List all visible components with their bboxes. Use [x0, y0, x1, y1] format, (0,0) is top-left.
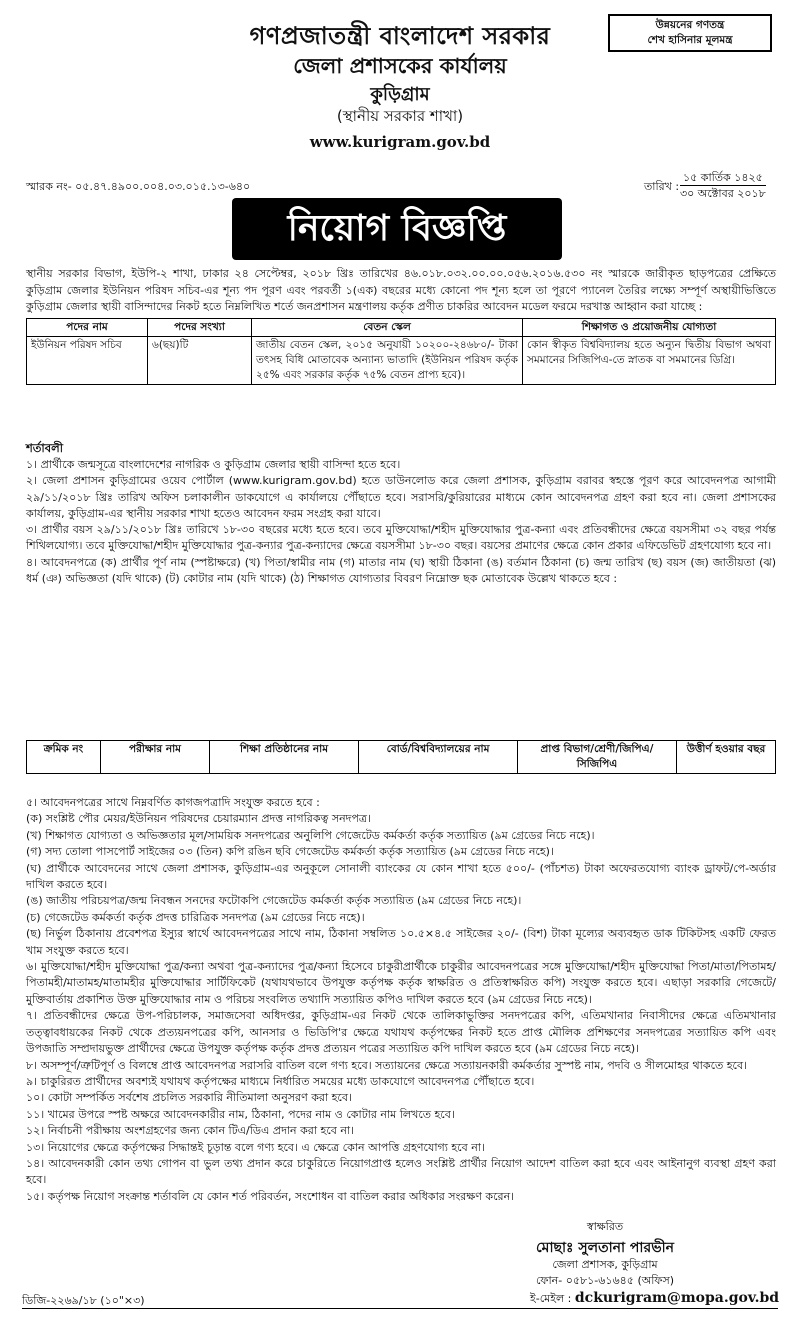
bottom-divider	[22, 1308, 778, 1309]
post-count: ৬(ছয়)টি	[148, 337, 252, 385]
government-title: গণপ্রজাতন্ত্রী বাংলাদেশ সরকার	[249, 22, 551, 50]
date-english: ৩০ অক্টোবর ২০১৮	[680, 187, 766, 200]
signatory-name: মোছাঃ সুলতানা পারভীন	[536, 1240, 674, 1256]
list-item: (চ) গেজেটেড কর্মকর্তা কর্তৃক প্রদত্ত চারিত্রিক সনদপত্র (৯ম গ্রেডের নিচে নহে)।	[26, 910, 365, 924]
date-bangla: ১৫ কার্তিক ১৪২৫	[680, 170, 766, 186]
post-header-count: পদের সংখ্যা	[148, 319, 252, 337]
list-item: ১২। নির্বাচনী পরীক্ষায় অংশগ্রহণের জন্য কোন টিএ/ডিএ প্রদান করা হবে না।	[26, 1124, 355, 1138]
list-item: ১৪। আবেদনকারী কোন তথ্য গোপন বা ভুল তথ্য প্রদান করে চাকুরিতে নিয়োগপ্রাপ্ত হলেও সংশ্লিষ্ট প্রার্থীর নিয়োগ আদেশ বাতিল করা হবে এবং আইনানুগ ব্যবস্থা গ্রহণ করা হবে।	[26, 1156, 776, 1187]
email-line	[530, 1290, 779, 1309]
list-item: ৩। প্রার্থীর বয়স ২৯/১১/২০১৮ খ্রিঃ তারিখে ১৮-৩০ বছরের মধ্যে হতে হবে। তবে মুক্তিযোদ্ধা/শহীদ মুক্তিযোদ্ধার পুত্র-কন্যা এবং প্রতিবন্ধীদের ক্ষেত্রে বয়সসীমা ৩২ বছর পর্যন্ত শিথিলযোগ্য। তবে মুক্তিযোদ্ধা/শহীদ মুক্তিযোদ্ধার পুত্র-কন্যার পুত্র-কন্যাদের ক্ষেত্রে বয়সসীমা ১৮-৩০ বছর। বয়সের প্রমাণের ক্ষেত্রে কোন প্রকার এফিডেভিট গ্রহণযোগ্য হবে না।	[26, 523, 776, 553]
list-item: ৮। অসম্পূর্ণ/ত্রুটিপূর্ণ ও বিলম্বে প্রাপ্ত আবেদনপত্র সরাসরি বাতিল বলে গণ্য হবে। সত্যায়নের ক্ষেত্রে সত্যায়নকারী কর্মকর্তার সুস্পষ্ট নাম, পদবি ও সীলমোহর থাকতে হবে।	[26, 1058, 747, 1072]
edu-header-year: উত্তীর্ণ হওয়ার বছর	[677, 741, 776, 774]
email-label: ই-মেইল :	[530, 1292, 572, 1305]
table-row	[27, 337, 776, 385]
edu-header-institution: শিক্ষা প্রতিষ্ঠানের নাম	[210, 741, 359, 774]
post-header-qualification: শিক্ষাগত ও প্রয়োজনীয় যোগ্যতা	[523, 319, 776, 337]
post-table-header	[27, 319, 776, 337]
list-item: ৫। আবেদনপত্রের সাথে নিম্নবর্ণিত কাগজপত্রাদি সংযুক্ত করতে হবে :	[26, 796, 320, 809]
intro-paragraph: স্থানীয় সরকার বিভাগ, ইউপি-২ শাখা, ঢাকার ২৪ সেপ্টেম্বর, ২০১৮ খ্রিঃ তারিখের ৪৬.০১৮.০৩২.০০.০০.০৫৬.২০১৬.৫৩০ নং স্মারকে জারীকৃত ছাড়পত্রের প্রেক্ষিতে কুড়িগ্রাম জেলার ইউনিয়ন পরিষদ সচিব-এর শূন্য পদ পূরণ এবং পরবর্তী ১(এক) বছরের মধ্যে কোনো পদ শূন্য হলে তা পূরণে প্যানেল তৈরির লক্ষ্যে সম্পূর্ণ অস্থায়ীভিত্তিতে কুড়িগ্রাম জেলার স্থায়ী বাসিন্দাদের নিকট হতে নিম্নলিখিত শর্তে জনপ্রশাসন মন্ত্রণালয় কর্তৃক প্রণীত চাকরির আবেদন মডেল ফরমে দরখাস্ত আহ্বান করা যাচ্ছে :	[26, 267, 776, 313]
education-table-header	[27, 741, 776, 774]
slogan-line-1: উন্নয়নের গণতন্ত্র	[655, 19, 725, 31]
list-item: ৬। মুক্তিযোদ্ধা/শহীদ মুক্তিযোদ্ধা পুত্র/কন্যা অথবা পুত্র-কন্যাদের পুত্র/কন্যা হিসেবে চাকুরীপ্রার্থীকে চাকুরীর আবেদনপত্রের সঙ্গে মুক্তিযোদ্ধা/শহীদ মুক্তিযোদ্ধা পিতা/মাতা/পিতামহ/পিতামহী/মাতামহ/মাতামহীর মুক্তিযোদ্ধার সার্টিফিকেট (যথাযথভাবে উপযুক্ত কর্তৃপক্ষ কর্তৃক স্বাক্ষরিত ও প্রতিস্বাক্ষরিত কপি) সংযুক্ত করতে হবে। এছাড়া সরকারি গেজেটে/মুক্তিবার্তায় প্রকাশিত উক্ত মুক্তিযোদ্ধার নাম ও পরিচয় সংবলিত তথ্যাদি সত্যায়িত কপিও দাখিল করতে হবে (৯ম গ্রেডের নিচে নহে)।	[26, 960, 776, 1006]
signed-label: স্বাক্ষরিত	[586, 1220, 624, 1233]
edu-header-board: বোর্ড/বিশ্ববিদ্যালয়ের নাম	[359, 741, 518, 774]
office-title: জেলা প্রশাসকের কার্যালয়	[293, 54, 507, 78]
post-name: ইউনিয়ন পরিষদ সচিব	[27, 337, 148, 385]
list-item: ৭। প্রতিবন্ধীদের ক্ষেত্রে উপ-পরিচালক, সমাজসেবা অধিদপ্তর, কুড়িগ্রাম-এর নিকট থেকে তালিকাভুক্তির সনদপত্রের কপি, এতিমখানার নিবাসীদের ক্ষেত্রে এতিমখানার তত্ত্বাবধায়কের নিকট থেকে প্রত্যয়নপত্রের কপি, আনসার ও ভিডিপি'র ক্ষেত্রে যথাযথ কর্তৃপক্ষের নিকট হতে প্রাপ্ত মৌলিক প্রশিক্ষণের সনদপত্রের সত্যায়িত কপি এবং উপজাতি সম্প্রদায়ভুক্ত প্রার্থীদের ক্ষেত্রে উপযুক্ত কর্তৃপক্ষ কর্তৃক প্রদত্ত প্রত্যয়ন পত্রের সত্যায়িত কপি দাখিল করতে হবে (৯ম গ্রেডের নিচে নহে)।	[26, 1009, 776, 1056]
list-item: ৯। চাকুরিরত প্রার্থীদের অবশ্যই যথাযথ কর্তৃপক্ষের মাধ্যমে নির্ধারিত সময়ের মধ্যে ডাকযোগে আবেদনপত্র পৌঁছাতে হবে।	[26, 1074, 535, 1088]
list-item: (ঙ) জাতীয় পরিচয়পত্র/জন্ম নিবন্ধন সনদের ফটোকপি গেজেটেড কর্মকর্তা কর্তৃক সত্যায়িত (৯ম গ্রেডের নিচে নহে)।	[26, 894, 522, 908]
list-item: ১। প্রার্থীকে জন্মসূত্রে বাংলাদেশের নাগরিক ও কুড়িগ্রাম জেলার স্থায়ী বাসিন্দা হতে হবে।	[26, 458, 401, 471]
memo-number: স্মারক নং- ০৫.৪৭.৪৯০০.০০৪.০৩.০১৫.১৩-৬৪০	[26, 180, 251, 193]
list-item: ১১। খামের উপরে স্পষ্ট অক্ষরে আবেদনকারীর নাম, ঠিকানা, পদের নাম ও কোটার নাম লিখতে হবে।	[26, 1107, 455, 1121]
post-scale: জাতীয় বেতন স্কেল, ২০১৫ অনুযায়ী ১০২০০-২৪৬৮০/- টাকা তৎসহ বিধি মোতাবেক অন্যান্য ভাতাদি (ইউনিয়ন পরিষদ কর্তৃক ২৫% এবং সরকার কর্তৃক ৭৫% বেতন প্রাপ্য হবে)।	[252, 337, 523, 385]
list-item: (ঘ) প্রার্থীকে আবেদনের সাথে জেলা প্রশাসক, কুড়িগ্রাম-এর অনুকূলে সোনালী ব্যাংকের যে কোন শাখা হতে ৫০০/- (পাঁচশত) টাকা অফেরতযোগ্য ব্যাংক ড্রাফট/পে-অর্ডার দাখিল করতে হবে।	[26, 861, 776, 892]
list-item: ২। জেলা প্রশাসন কুড়িগ্রামের ওয়েব পোর্টাল (www.kurigram.gov.bd) হতে ডাউনলোড করে জেলা প্রশাসক, কুড়িগ্রাম বরাবর স্বহস্তে পূরণ করে আবেদনপত্র আগামী ২৯/১১/২০১৮ খ্রিঃ তারিখ অফিস চলাকালীন ডাকযোগে এ কার্যালয়ে পৌঁছাতে হবে। সরাসরি/কুরিয়ারের মাধ্যমে কোন আবেদনপত্র গ্রহণ করা হবে না। জেলা প্রশাসকের কার্যালয়, কুড়িগ্রাম-এর স্থানীয় সরকার শাখা হতেও আবেদন ফরম সংগ্রহ করা যাবে।	[26, 474, 776, 520]
dfp-code: ডিজি-২২৬৯/১৮ (১০"×৩)	[22, 1294, 145, 1307]
conditions-list	[26, 457, 776, 587]
post-qualification: কোন স্বীকৃত বিশ্ববিদ্যালয় হতে অন্যুন দ্বিতীয় বিভাগ অথবা সমমানের সিজিপিএ-তে স্নাতক বা সমমানের ডিগ্রি।	[523, 337, 776, 385]
post-header-name: পদের নাম	[27, 319, 148, 337]
list-item: ৪। আবেদনপত্রে (ক) প্রার্থীর পূর্ণ নাম (স্পষ্টাক্ষরে) (খ) পিতা/স্বামীর নাম (গ) মাতার নাম (ঘ) স্থায়ী ঠিকানা (ঙ) বর্তমান ঠিকানা (চ) জন্ম তারিখ (ছ) বয়স (জ) জাতীয়তা (ঝ) ধর্ম (ঞ) অভিজ্ঞতা (যদি থাকে) (ট) কোটার নাম (যদি থাকে) (ঠ) শিক্ষাগত যোগ্যতার বিবরণ নিম্নোক্ত ছক মোতাবেক উল্লেখ থাকতে হবে :	[26, 555, 776, 586]
slogan-line-2: শেখ হাসিনার মূলমন্ত্র	[647, 34, 733, 46]
list-item: (খ) শিক্ষাগত যোগ্যতা ও অভিজ্ঞতার মূল/সাময়িক সনদপত্রের অনুলিপি গেজেটেড কর্মকর্তা কর্তৃক সত্যায়িত (৯ম গ্রেডের নিচে নহে)।	[26, 828, 595, 842]
list-item: ১৫। কর্তৃপক্ষ নিয়োগ সংক্রান্ত শর্তাবলি যে কোন শর্ত পরিবর্তন, সংশোধন বা বাতিল করার অধিকার সংরক্ষণ করেন।	[26, 1189, 515, 1203]
date-box	[680, 170, 766, 201]
post-header-scale: বেতন স্কেল	[252, 319, 523, 337]
edu-header-exam: পরীক্ষার নাম	[101, 741, 210, 774]
list-item: (ক) সংশ্লিষ্ট পৌর মেয়র/ইউনিয়ন পরিষদের চেয়ারম্যান প্রদত্ত নাগরিকত্ব সনদপত্র।	[26, 812, 371, 826]
education-table	[26, 740, 776, 774]
list-item: (ছ) নির্ভুল ঠিকানায় প্রবেশপত্র ইস্যুর স্বার্থে আবেদনপত্রের সাথে নাম, ঠিকানা সম্বলিত ১০.৫×৪.৫ সাইজের ২০/- (বিশ) টাকা মূল্যের অব্যবহৃত ডাক টিকিটসহ একটি ফেরত খাম সংযুক্ত করতে হবে।	[26, 927, 776, 957]
list-item: ১০। কোটা সম্পর্কিত সর্বশেষ প্রচলিত সরকারি নীতিমালা অনুসরণ করা হবে।	[26, 1091, 352, 1105]
edu-header-serial: ক্রমিক নং	[27, 741, 101, 774]
branch-title: (স্থানীয় সরকার শাখা)	[336, 107, 464, 125]
notice-title: নিয়োগ বিজ্ঞপ্তি	[232, 198, 562, 260]
list-item: (গ) সদ্য তোলা পাসপোর্ট সাইজের ০৩ (তিন) কপি রঙিন ছবি গেজেটেড কর্মকর্তা কর্তৃক সত্যায়িত (৯ম গ্রেডের নিচে নহে)।	[26, 845, 554, 859]
signatory-phone: ফোন- ০৫৮১-৬১৬৪৫ (অফিস)	[535, 1274, 675, 1287]
documents-list	[26, 795, 776, 1205]
edu-header-result: প্রাপ্ত বিভাগ/শ্রেণী/জিপিএ/ সিজিপিএ	[518, 741, 677, 774]
district-title: কুড়িগ্রাম	[370, 84, 430, 105]
post-table	[26, 318, 776, 385]
email-address[interactable]: dckurigram@mopa.gov.bd	[574, 1290, 780, 1306]
date-label: তারিখ :	[644, 180, 680, 193]
signatory-designation: জেলা প্রশাসক, কুড়িগ্রাম	[552, 1258, 658, 1271]
list-item: ১৩। নিয়োগের ক্ষেত্রে কর্তৃপক্ষের সিদ্ধান্তই চূড়ান্ত বলে গণ্য হবে। এ ক্ষেত্রে কোন আপত্তি গ্রহণযোগ্য হবে না।	[26, 1140, 485, 1154]
conditions-title: শর্তাবলী	[26, 441, 64, 455]
website-link[interactable]: www.kurigram.gov.bd	[309, 133, 491, 151]
slogan-box	[608, 14, 772, 52]
